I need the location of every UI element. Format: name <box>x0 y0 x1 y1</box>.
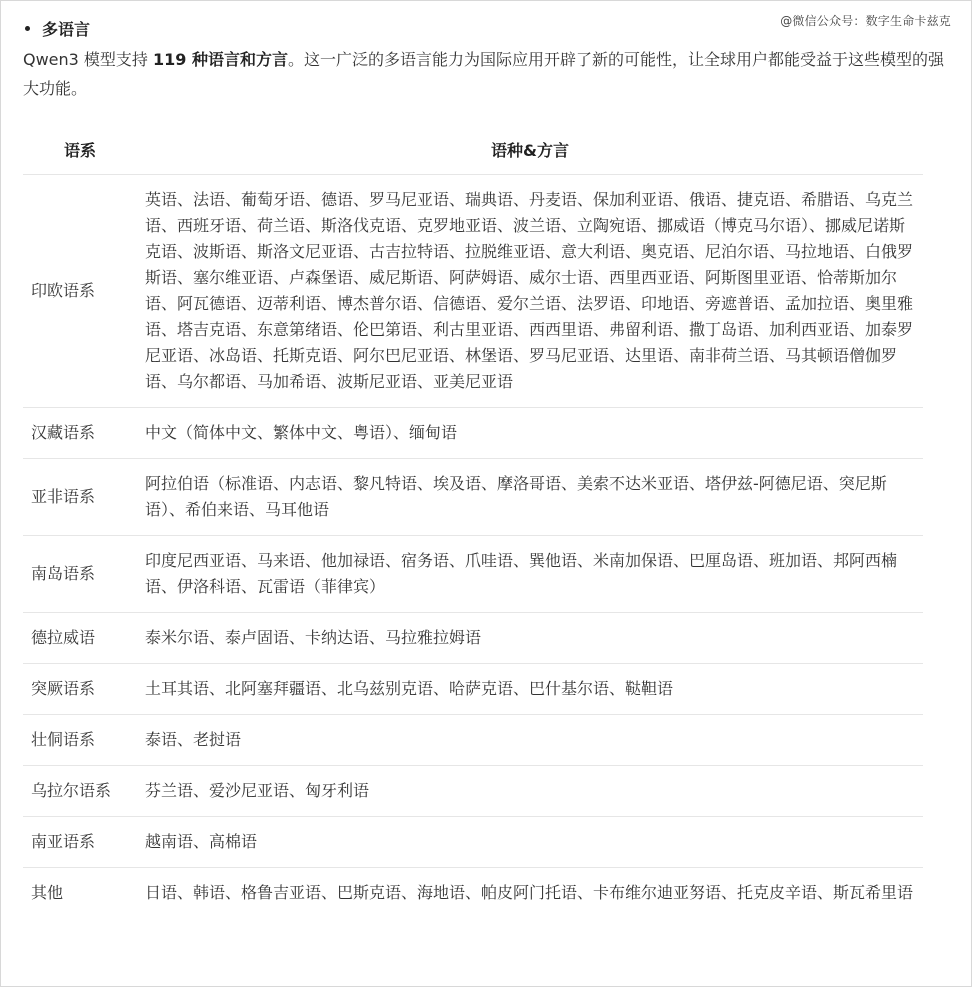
family-cell: 南岛语系 <box>23 536 137 613</box>
language-table <box>23 124 923 918</box>
table-row <box>23 766 923 817</box>
section-heading-text: 多语言 <box>42 20 91 39</box>
intro-paragraph <box>23 45 953 103</box>
languages-cell: 泰米尔语、泰卢固语、卡纳达语、马拉雅拉姆语 <box>137 613 923 664</box>
table-row <box>23 868 923 919</box>
languages-cell: 越南语、高棉语 <box>137 817 923 868</box>
family-cell: 其他 <box>31 883 64 902</box>
table-row <box>23 175 923 408</box>
languages-cell: 英语、法语、葡萄牙语、德语、罗马尼亚语、瑞典语、丹麦语、保加利亚语、俄语、捷克语、希腊语、乌克兰语、西班牙语、荷兰语、斯洛伐克语、克罗地亚语、波兰语、立陶宛语、挪威语（博克马尔语）、挪威尼诺斯克语、波斯语、斯洛文尼亚语、古吉拉特语、拉脱维亚语、意大利语、奥克语、尼泊尔语、马拉地语、白俄罗斯语、塞尔维亚语、卢森堡语、威尼斯语、阿萨姆语、威尔士语、西里西亚语、阿斯图里亚语、恰蒂斯加尔语、阿瓦德语、迈蒂利语、博杰普尔语、信德语、爱尔兰语、法罗语、印地语、旁遮普语、孟加拉语、奥里雅语、塔吉克语、东意第绪语、伦巴第语、利古里亚语、西西里语、弗留利语、撒丁岛语、加利西亚语、加泰罗尼亚语、冰岛语、托斯克语、阿尔巴尼亚语、林堡语、罗马尼亚语、达里语、南非荷兰语、马其顿语僧伽罗语、乌尔都语、马加希语、波斯尼亚语、亚美尼亚语 <box>137 175 923 408</box>
languages-cell: 阿拉伯语（标准语、内志语、黎凡特语、埃及语、摩洛哥语、美索不达米亚语、塔伊兹-阿德尼语、突尼斯语）、希伯来语、马耳他语 <box>137 459 923 536</box>
header-family: 语系 <box>23 124 137 175</box>
family-cell: 壮侗语系 <box>23 715 137 766</box>
languages-cell: 泰语、老挝语 <box>137 715 923 766</box>
languages-cell: 印度尼西亚语、马来语、他加禄语、宿务语、爪哇语、巽他语、米南加保语、巴厘岛语、班加语、邦阿西楠语、伊洛科语、瓦雷语（菲律宾） <box>137 536 923 613</box>
table-row <box>23 408 923 459</box>
section-heading <box>25 17 90 40</box>
languages-cell: 土耳其语、北阿塞拜疆语、北乌兹别克语、哈萨克语、巴什基尔语、鞑靼语 <box>137 664 923 715</box>
languages-cell: 日语、韩语、格鲁吉亚语、巴斯克语、海地语、帕皮阿门托语、卡布维尔迪亚努语、托克皮辛语、斯瓦希里语 <box>145 883 914 902</box>
bullet-icon <box>25 26 30 31</box>
languages-cell: 中文（简体中文、繁体中文、粤语）、缅甸语 <box>137 408 923 459</box>
table-row <box>23 459 923 536</box>
table-row <box>23 536 923 613</box>
family-cell: 亚非语系 <box>23 459 137 536</box>
table-row <box>23 715 923 766</box>
family-cell: 印欧语系 <box>23 175 137 408</box>
family-cell: 南亚语系 <box>23 817 137 868</box>
family-cell: 乌拉尔语系 <box>23 766 137 817</box>
languages-cell: 芬兰语、爱沙尼亚语、匈牙利语 <box>137 766 923 817</box>
intro-suffix: 。这一广泛的多语言能力为国际应用开辟了新的可能性，让全球用户都能受益于这些模型的强大功能。 <box>23 50 945 98</box>
table-header-row <box>23 124 923 175</box>
family-cell: 德拉威语 <box>23 613 137 664</box>
intro-bold: 119 种语言和方言 <box>153 50 289 69</box>
intro-prefix: Qwen3 模型支持 <box>23 50 154 69</box>
family-cell: 汉藏语系 <box>23 408 137 459</box>
family-cell: 突厥语系 <box>23 664 137 715</box>
table-row <box>23 817 923 868</box>
watermark: @微信公众号：数字生命卡兹克 <box>780 14 951 28</box>
header-languages: 语种&方言 <box>137 124 923 175</box>
table-row <box>23 613 923 664</box>
table-row <box>23 664 923 715</box>
